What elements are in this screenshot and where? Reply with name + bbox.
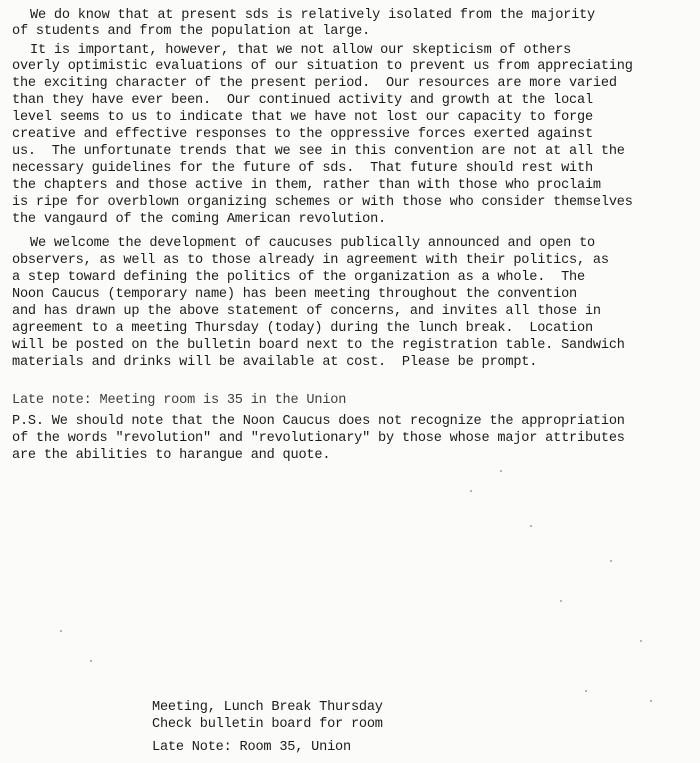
text-line: and has drawn up the above statement of concerns, and invites all those in xyxy=(12,304,601,319)
text-line: the vangaurd of the coming American revolution. xyxy=(12,212,387,227)
text-line: We welcome the development of caucuses publically announced and open to xyxy=(30,236,595,251)
text-line: It is important, however, that we not allow our skepticism of others xyxy=(30,43,572,58)
scan-speck xyxy=(640,640,642,642)
text-line: Noon Caucus (temporary name) has been meeting throughout the convention xyxy=(12,287,577,302)
text-line: creative and effective responses to the oppressive forces exerted against xyxy=(12,127,593,142)
text-line: P.S. We should note that the Noon Caucus does not recognize the appropriation xyxy=(12,414,625,429)
text-line: the chapters and those active in them, rather than with those who proclaim xyxy=(12,178,601,193)
scan-speck xyxy=(530,525,532,527)
footer-line: Meeting, Lunch Break Thursday xyxy=(152,700,383,715)
scan-speck xyxy=(560,600,562,602)
text-line: of the words "revolution" and "revolutionary" by those whose major attributes xyxy=(12,431,625,446)
scan-speck xyxy=(500,470,502,472)
text-line: is ripe for overblown organizing schemes or with those who consider themselves xyxy=(12,195,633,210)
scan-speck xyxy=(585,690,587,692)
text-line: of students and from the population at large. xyxy=(12,24,371,39)
late-note-line: Late note: Meeting room is 35 in the Union xyxy=(12,393,347,408)
scan-speck xyxy=(90,660,92,662)
text-line: us. The unfortunate trends that we see in this convention are not at all the xyxy=(12,144,625,159)
scan-speck xyxy=(650,700,652,702)
scan-speck xyxy=(470,490,472,492)
text-line: materials and drinks will be available at cost. Please be prompt. xyxy=(12,355,538,370)
text-line: the exciting character of the present period. Our resources are more varied xyxy=(12,76,617,91)
scan-speck xyxy=(60,630,62,632)
text-line: are the abilities to harangue and quote. xyxy=(12,448,331,463)
scan-speck xyxy=(610,560,612,562)
text-line: observers, as well as to those already in agreement with their politics, as xyxy=(12,253,609,268)
text-line: necessary guidelines for the future of sds. That future should rest with xyxy=(12,161,593,176)
text-line: a step toward defining the politics of the organization as a whole. The xyxy=(12,270,585,285)
text-line: than they have ever been. Our continued activity and growth at the local xyxy=(12,93,593,108)
text-line: We do know that at present sds is relatively isolated from the majority xyxy=(30,8,595,23)
footer-line: Late Note: Room 35, Union xyxy=(152,740,351,755)
text-line: level seems to us to indicate that we have not lost our capacity to forge xyxy=(12,110,593,125)
text-line: agreement to a meeting Thursday (today) during the lunch break. Location xyxy=(12,321,593,336)
text-line: overly optimistic evaluations of our situation to prevent us from appreciating xyxy=(12,59,633,74)
text-line: will be posted on the bulletin board next to the registration table. Sandwich xyxy=(12,338,625,353)
footer-line: Check bulletin board for room xyxy=(152,717,383,732)
